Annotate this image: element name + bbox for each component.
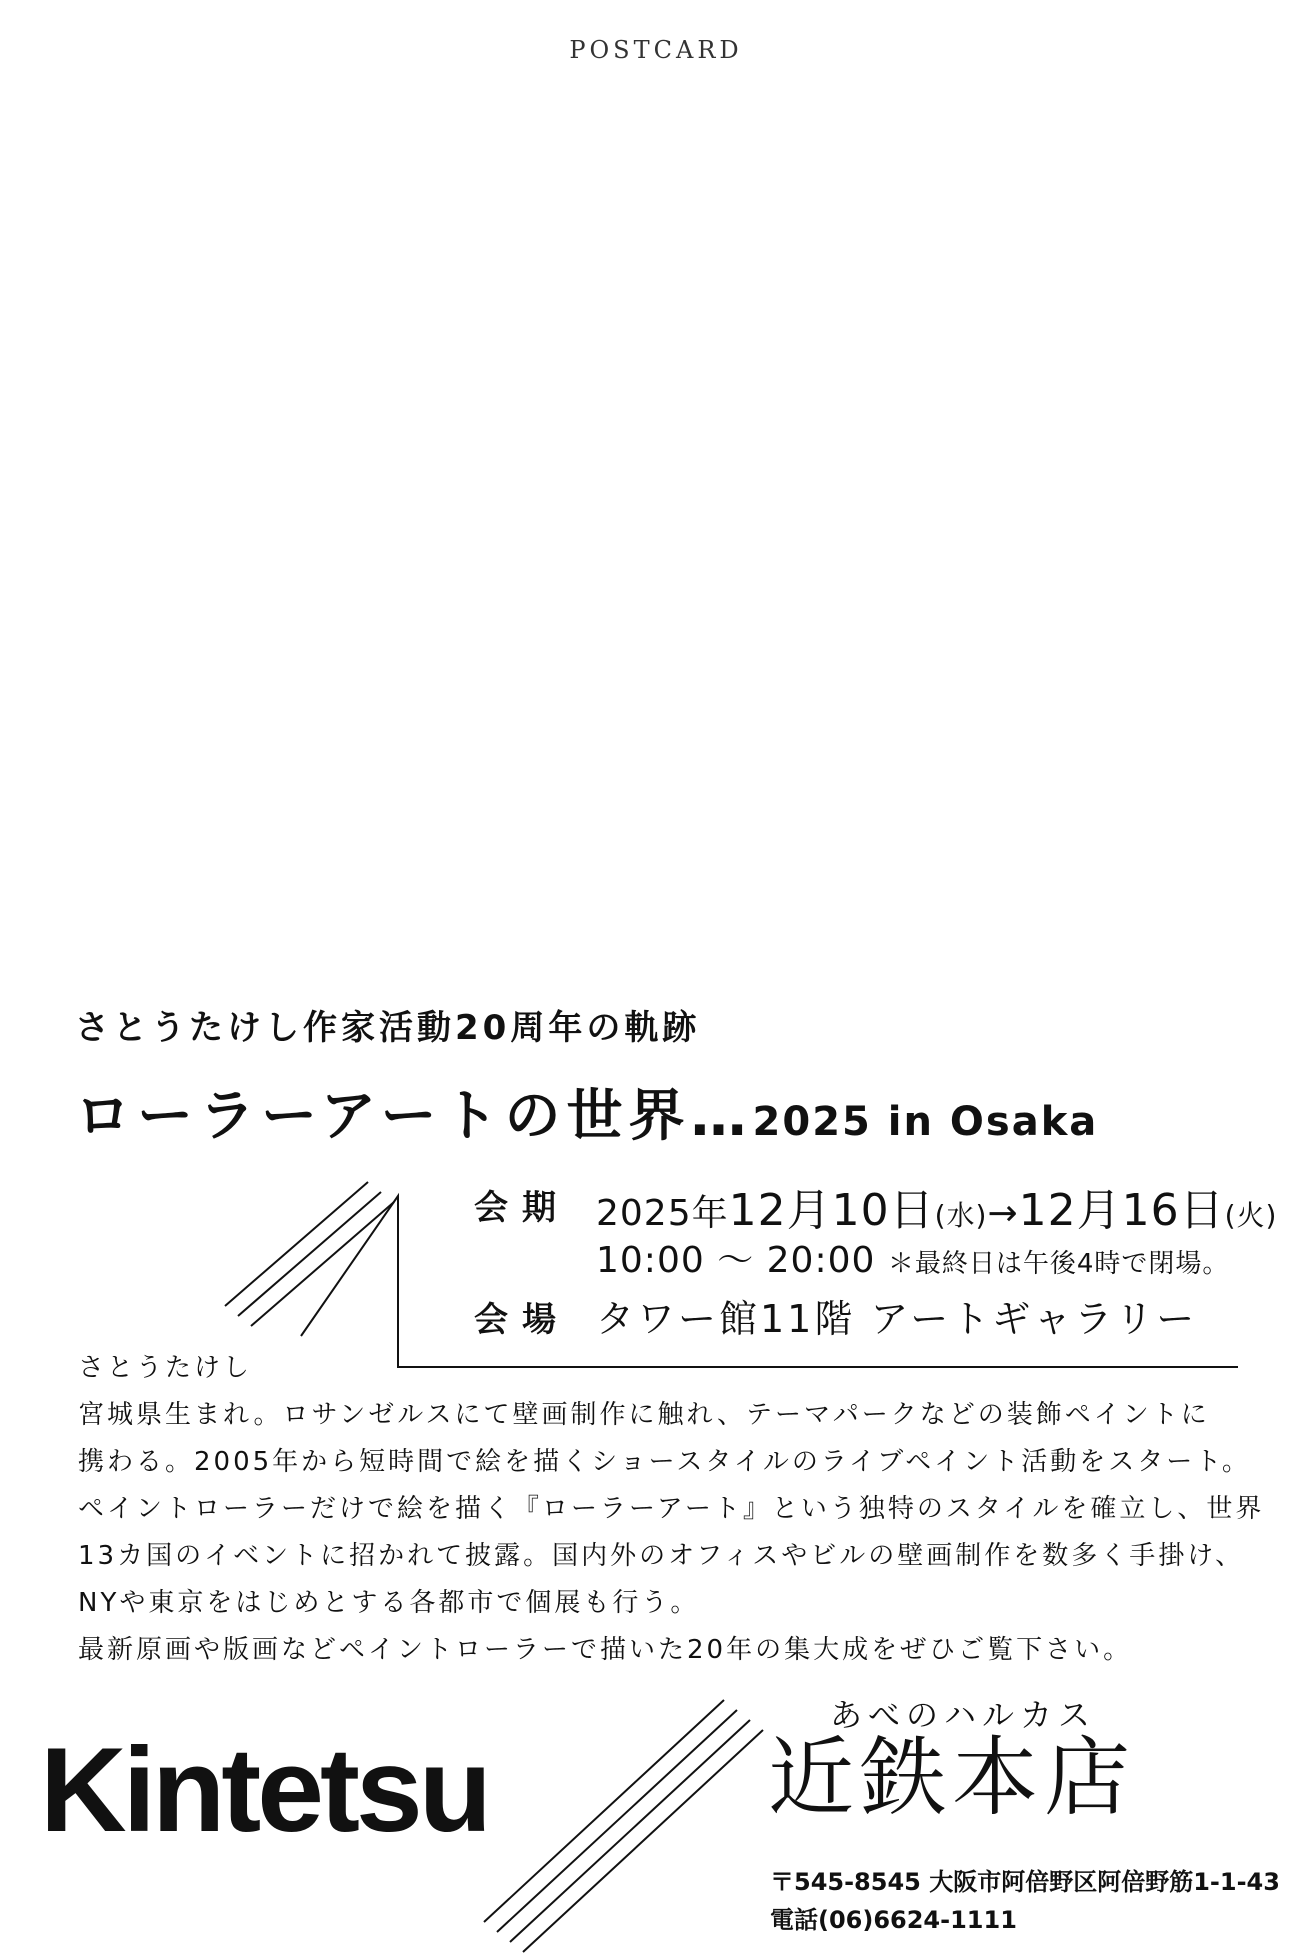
venue-label: 会場 <box>474 1300 570 1340</box>
period-year: 2025年 <box>596 1193 729 1234</box>
postcard-label: POSTCARD <box>569 36 743 64</box>
store-name: 近鉄本店 <box>768 1728 1136 1828</box>
store-subtitle: あべのハルカス <box>830 1696 1097 1734</box>
exhibition-subtitle: さとうたけし作家活動20周年の軌跡 <box>75 1008 701 1048</box>
bio-line: 最新原画や版画などペイントローラーで描いた20年の集大成をぜひご覧下さい。 <box>78 1635 1133 1665</box>
title-main: ローラーアートの世界 <box>75 1084 691 1149</box>
period-end-day: (火) <box>1224 1199 1278 1232</box>
period-hours: 10:00 〜 20:00 <box>596 1240 876 1281</box>
period-label: 会期 <box>474 1188 570 1228</box>
period-note: ＊最終日は午後4時で閉場。 <box>887 1249 1230 1279</box>
bio-name: さとうたけし <box>78 1353 253 1383</box>
kintetsu-logo: Kintetsu <box>40 1723 488 1857</box>
period-hours-row <box>596 1232 1229 1283</box>
period-start-day: (水) <box>934 1199 988 1232</box>
bio-line: 宮城県生まれ。ロサンゼルスにて壁画制作に触れ、テーマパークなどの装飾ペイントに <box>78 1400 1210 1430</box>
bio-line: 携わる。2005年から短時間で絵を描くショースタイルのライブペイント活動をスタート。 <box>78 1447 1251 1477</box>
period-dates <box>596 1174 1277 1238</box>
bio-line: ペイントローラーだけで絵を描く『ローラーアート』という独特のスタイルを確立し、世界 <box>78 1494 1265 1524</box>
period-start-date: 12月10日 <box>728 1185 935 1236</box>
title-dots: … <box>690 1084 753 1149</box>
artist-bio <box>78 1345 1264 1674</box>
title-en: 2025 in Osaka <box>752 1099 1099 1145</box>
venue-value: タワー館11階 アートギャラリー <box>596 1297 1198 1341</box>
period-end-date: 12月16日 <box>1018 1185 1225 1236</box>
store-address: 〒545-8545 大阪市阿倍野区阿倍野筋1-1-43 <box>770 1868 1280 1896</box>
period-arrow: → <box>987 1193 1019 1234</box>
bio-line: 13カ国のイベントに招かれて披露。国内外のオフィスやビルの壁画制作を数多く手掛け、 <box>78 1541 1245 1571</box>
bio-line: NYや東京をはじめとする各都市で個展も行う。 <box>78 1588 700 1618</box>
store-phone: 電話(06)6624-1111 <box>770 1906 1017 1934</box>
